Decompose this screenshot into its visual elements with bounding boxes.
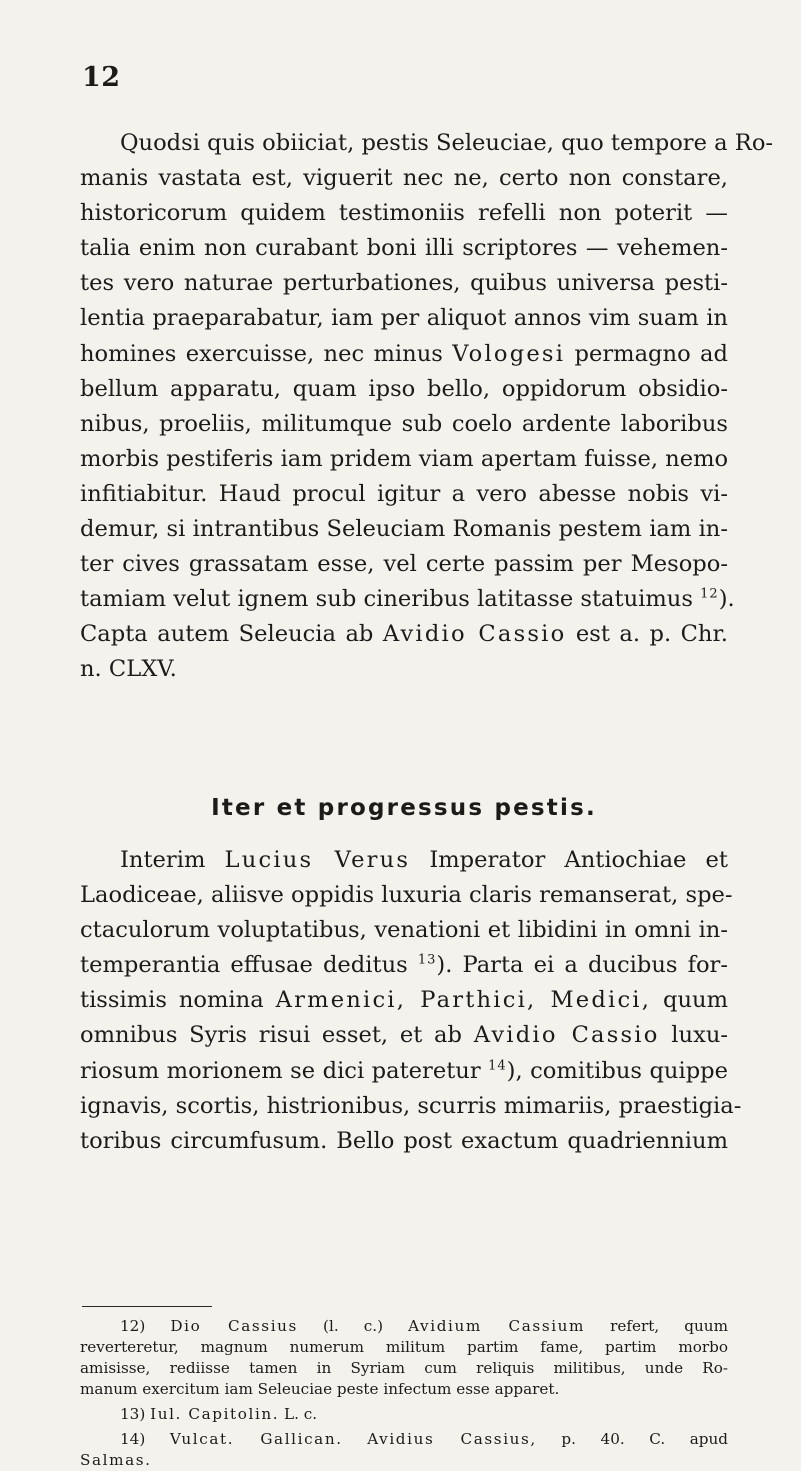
footnote-line: Salmas. <box>80 1451 152 1469</box>
text-line: bellum apparatu, quam ipso bello, oppidorum obsidio- <box>80 375 728 402</box>
text-line: nibus, proeliis, militumque sub coelo ardente laboribus <box>80 410 728 437</box>
text-line: n. CLXV. <box>80 656 177 683</box>
text-line: homines exercuisse, nec minus Vologesi permagno ad <box>80 340 728 367</box>
footnote-line: amisisse, rediisse tamen in Syriam cum reliquis militibus, unde Ro- <box>80 1359 728 1377</box>
text-line: lentia praeparabatur, iam per aliquot annos vim suam in <box>80 305 728 332</box>
text-line: Quodsi quis obiiciat, pestis Seleuciae, quo tempore a Ro- <box>120 130 774 156</box>
footnote-14: 14) Vulcat. Gallican. Avidius Cassius, p. 40. C. apud <box>120 1430 728 1448</box>
text-line: omnibus Syris risui esset, et ab Avidio Cassio luxu- <box>80 1022 728 1049</box>
text-line: Interim Lucius Verus Imperator Antiochiae et <box>120 847 728 873</box>
footnote-rule <box>82 1306 212 1307</box>
text-line: ter cives grassatam esse, vel certe passim per Mesopo- <box>80 551 728 578</box>
text-line: manis vastata est, viguerit nec ne, certo non constare, <box>80 165 728 192</box>
spaced-name: Avidio Cassio <box>473 1022 660 1049</box>
text-line: tamiam velut ignem sub cineribus latitasse statuimus $^{12}$). <box>80 586 735 613</box>
footnote-ref: 12 <box>700 586 719 602</box>
footnote-ref: 14 <box>488 1058 507 1074</box>
text-line: infitiabitur. Haud procul igitur a vero abesse nobis vi- <box>80 480 728 507</box>
spaced-name: Lucius Verus <box>224 847 411 873</box>
text-line: tes vero naturae perturbationes, quibus universa pesti- <box>80 270 728 297</box>
page-number: 12 <box>82 62 121 93</box>
text-line: riosum morionem se dici pateretur $^{14}$), comitibus quippe <box>80 1057 728 1084</box>
footnote-12: 12) Dio Cassius (l. c.) Avidium Cassium refert, quum <box>120 1317 728 1335</box>
footnote-ref: 13 <box>417 952 437 968</box>
text-line: ctaculorum voluptatibus, venationi et libidini in omni in- <box>80 917 728 944</box>
text-line: Laodiceae, aliisve oppidis luxuria claris remanserat, spe- <box>80 882 733 909</box>
text-line: demur, si intrantibus Seleuciam Romanis pestem iam in- <box>80 516 728 543</box>
paragraph-2 <box>80 843 742 1159</box>
text-line: tissimis nomina Armenici, Parthici, Medici, quum <box>80 987 728 1014</box>
footnote-line: manum exercitum iam Seleuciae peste infectum esse apparet. <box>80 1380 560 1398</box>
spaced-name: Avidio Cassio <box>382 621 567 648</box>
text-line: ignavis, scortis, histrionibus, scurris mimariis, praestigia- <box>80 1092 742 1119</box>
footnotes <box>80 1316 728 1471</box>
text-line: Capta autem Seleucia ab Avidio Cassio est a. p. Chr. <box>80 621 728 648</box>
text-line: morbis pestiferis iam pridem viam apertam fuisse, nemo <box>80 445 729 472</box>
footnote-13: 13) Iul. Capitolin. L. c. <box>120 1405 318 1423</box>
spaced-name: Armenici, Parthici, Medici, <box>275 987 652 1014</box>
paragraph-1 <box>80 126 774 688</box>
spaced-name: Vologesi <box>452 340 566 367</box>
text-line: temperantia effusae deditus $^{13}$). Parta ei a ducibus for- <box>80 952 728 979</box>
section-heading: Iter et progressus pestis. <box>211 795 597 821</box>
footnote-line: reverteretur, magnum numerum militum partim fame, partim morbo <box>80 1338 728 1356</box>
text-line: historicorum quidem testimoniis refelli non poterit — <box>80 200 728 227</box>
text-line: talia enim non curabant boni illi scriptores — vehemen- <box>80 235 728 262</box>
text-line: toribus circumfusum. Bello post exactum quadriennium <box>80 1127 728 1154</box>
